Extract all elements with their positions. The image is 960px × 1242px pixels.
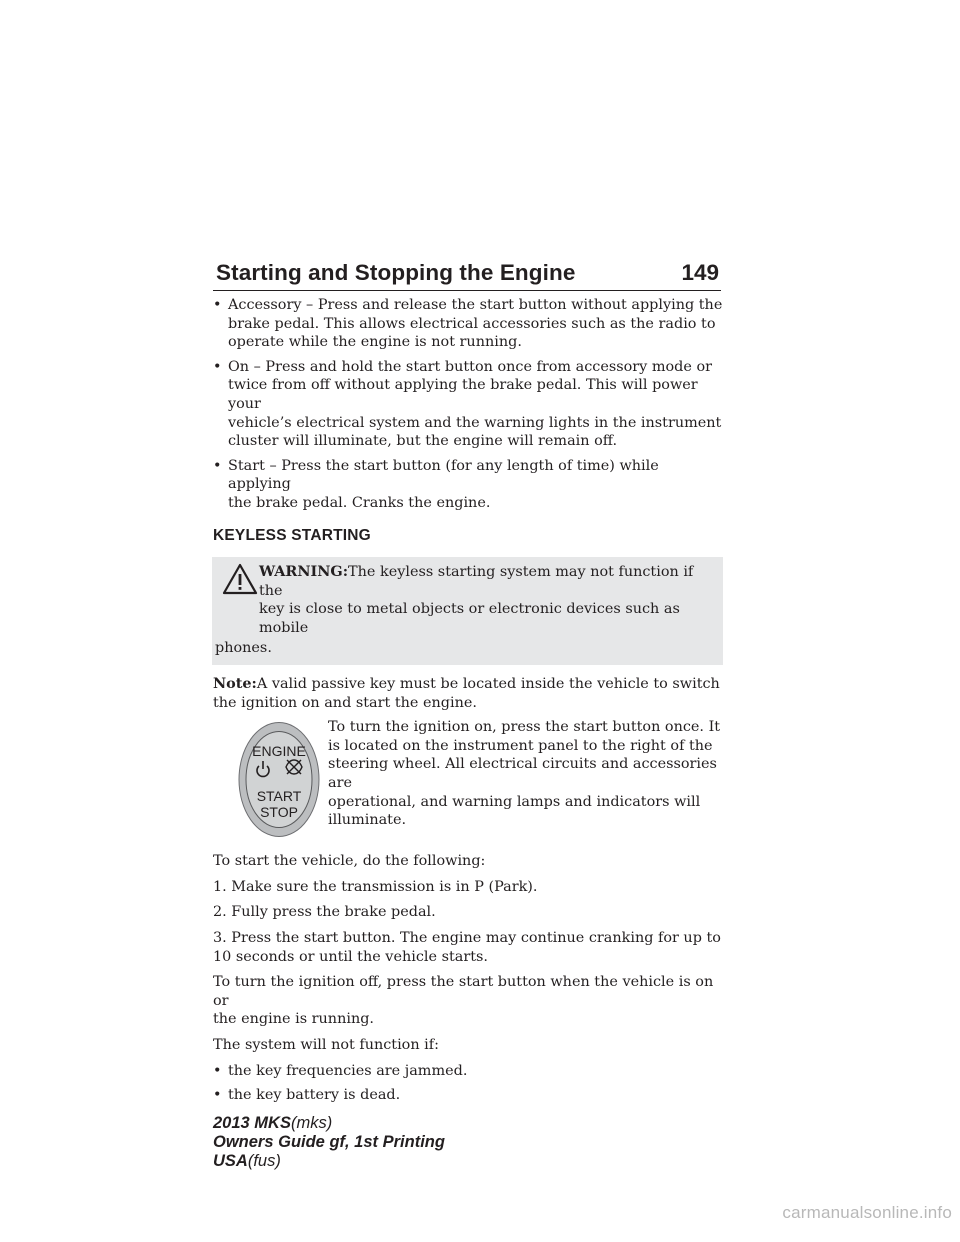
button-label-start: START [256, 788, 302, 805]
bullet-line: cluster will illuminate, but the engine will remain off. [228, 433, 618, 450]
bullet-line: the key frequencies are jammed. [228, 1062, 468, 1079]
page-title: Starting and Stopping the Engine [216, 260, 576, 285]
warning-triangle-icon [222, 563, 258, 595]
start-button-figure [213, 718, 723, 838]
bullet-marker: • [213, 1062, 222, 1079]
bullet-marker: • [213, 1087, 222, 1104]
button-label-stop: STOP [260, 804, 298, 821]
bullet-line: Accessory – Press and release the start button without applying the [228, 297, 723, 313]
bullet-line: Start – Press the start button (for any length of time) while applying [228, 457, 659, 493]
procedure-step [213, 929, 723, 966]
bullet-line: vehicle’s electrical system and the warning lights in the instrument [228, 414, 722, 431]
watermark: carmanualsonline.info [782, 1203, 952, 1222]
list-item [213, 1062, 723, 1081]
warning-text: The keyless starting system may not function if the [259, 564, 694, 599]
section-heading: KEYLESS STARTING [213, 526, 371, 544]
note-paragraph [213, 675, 723, 712]
engine-start-stop-button-icon [238, 721, 320, 838]
bullet-marker: • [213, 358, 222, 375]
warning-box [212, 557, 723, 665]
step-line: 1. Make sure the transmission is in P (Park). [213, 878, 538, 895]
bullet-marker: • [213, 297, 222, 313]
bullet-line: twice from off without applying the brake pedal. This will power your [228, 377, 698, 412]
note-label: Note: [213, 675, 257, 693]
bullet-line: On – Press and hold the start button once from accessory mode or [228, 358, 713, 375]
page-number: 149 [681, 260, 719, 285]
warning-line: key is close to metal objects or electronic devices such as mobile [259, 601, 680, 636]
procedure-intro: To start the vehicle, do the following: [213, 853, 486, 870]
list-item [213, 296, 723, 352]
paragraph-line: To turn the ignition off, press the start button when the vehicle is on or [213, 974, 714, 1009]
bullet-line: brake pedal. This allows electrical accessories such as the radio to [228, 315, 716, 332]
footer-model-code: (mks) [290, 1114, 333, 1132]
note-text: A valid passive key must be located inside the vehicle to switch [256, 676, 720, 693]
list-item [213, 1086, 723, 1105]
warning-line [215, 563, 713, 600]
note-line: the ignition on and start the engine. [213, 694, 477, 711]
paragraph-line: the engine is running. [213, 1011, 375, 1028]
document-footer [213, 1114, 445, 1171]
figure-line: operational, and warning lamps and indicators will [328, 793, 701, 810]
procedure-step [213, 878, 723, 897]
step-line: 3. Press the start button. The engine may continue cranking for up to [213, 930, 721, 947]
footer-region: USA [213, 1152, 248, 1170]
footer-region-code: (fus) [247, 1152, 281, 1170]
figure-line: steering wheel. All electrical circuits and accessories are [328, 756, 717, 792]
bullet-marker: • [213, 457, 222, 474]
list-item [213, 457, 723, 513]
step-line: 2. Fully press the brake pedal. [213, 904, 436, 921]
page-header [213, 256, 721, 291]
button-label-engine: ENGINE [252, 743, 306, 760]
warning-line: phones. [215, 639, 272, 656]
turn-off-paragraph [213, 973, 723, 1029]
figure-line: To turn the ignition on, press the start button once. It [328, 719, 721, 736]
list-item [213, 358, 723, 451]
step-line: 10 seconds or until the vehicle starts. [213, 948, 488, 965]
figure-description [328, 718, 723, 830]
system-fail-intro: The system will not function if: [213, 1037, 439, 1054]
procedure-step [213, 903, 723, 922]
bullet-line: the brake pedal. Cranks the engine. [228, 494, 491, 511]
warning-label: WARNING: [259, 563, 349, 581]
footer-guide: Owners Guide gf, 1st Printing [213, 1133, 445, 1151]
page-content [213, 296, 723, 1111]
bullet-line: operate while the engine is not running. [228, 334, 522, 351]
footer-model: 2013 MKS [213, 1114, 291, 1132]
bullet-line: the key battery is dead. [228, 1087, 401, 1104]
figure-line: illuminate. [328, 812, 407, 829]
figure-line: is located on the instrument panel to the right of the [328, 737, 713, 754]
